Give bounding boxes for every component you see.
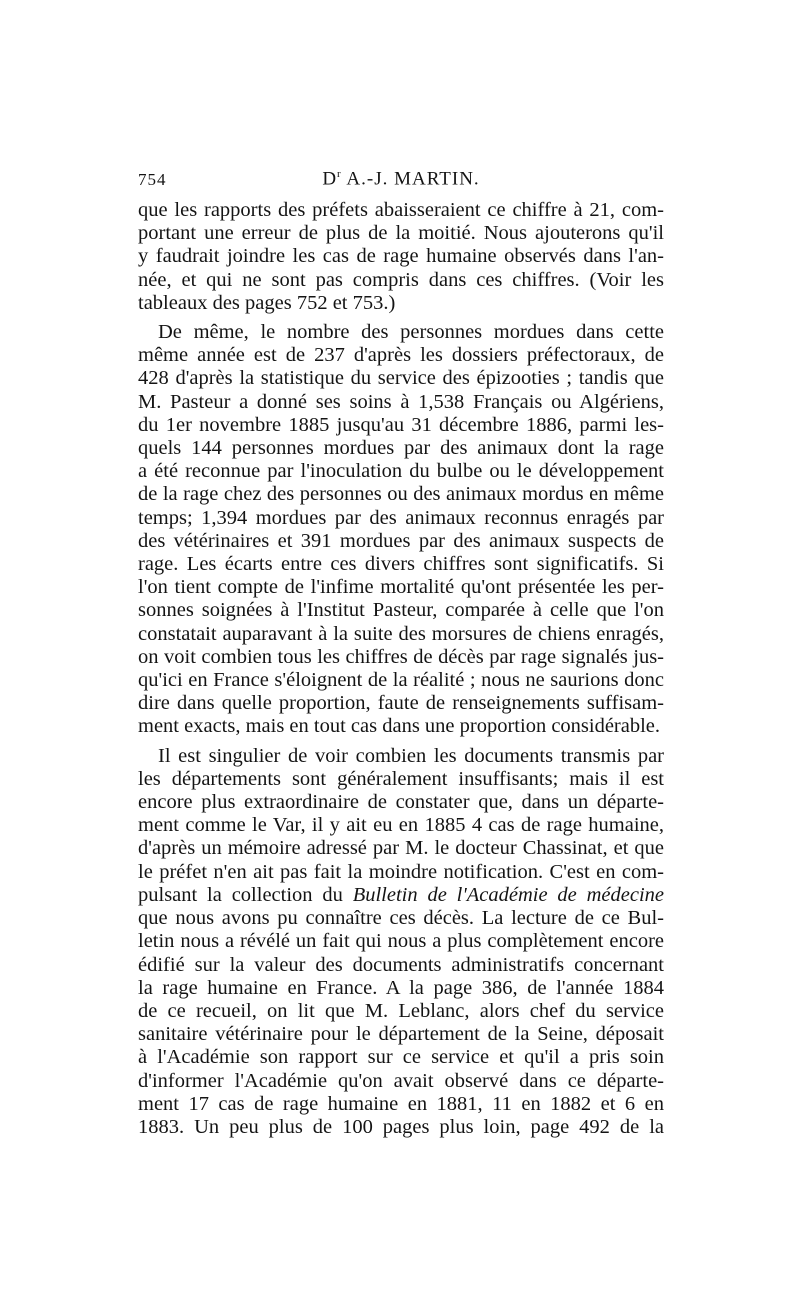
line-prefix: pulsant la collection du <box>138 883 353 906</box>
paragraph-2 <box>138 321 664 739</box>
text-line: Il est singulier de voir combien les documents transmis par <box>158 744 664 767</box>
text-line: née, et qui ne sont pas compris dans ces chiffres. (Voir les <box>138 268 664 291</box>
text-line: dire dans quelle proportion, faute de renseignements suffisam- <box>138 692 664 715</box>
text-line: 1883. Un peu plus de 100 pages plus loin, page 492 de la <box>138 1115 664 1138</box>
text-line: De même, le nombre des personnes mordues dans cette <box>158 321 664 344</box>
text-line: quels 144 personnes mordues par des animaux dont la rage <box>138 437 664 460</box>
text-line: l'on tient compte de l'infime mortalité qu'ont présentée les per- <box>138 576 664 599</box>
text-line: sonnes soignées à l'Institut Pasteur, comparée à celle que l'on <box>138 599 664 622</box>
text-line: du 1er novembre 1885 jusqu'au 31 décembre 1886, parmi les- <box>138 413 664 436</box>
running-title <box>138 168 664 190</box>
text-line: de ce recueil, on lit que M. Leblanc, alors chef du service <box>138 999 664 1022</box>
text-line: tableaux des pages 752 et 753.) <box>138 291 396 314</box>
text-line: encore plus extraordinaire de constater que, dans un départe- <box>138 791 664 814</box>
text-line: d'informer l'Académie qu'on avait observé dans ce départe- <box>138 1069 664 1092</box>
text-line: a été reconnue par l'inoculation du bulbe ou le développement <box>138 460 664 483</box>
text-line: la rage humaine en France. A la page 386, de l'année 1884 <box>138 976 664 999</box>
text-line: y faudrait joindre les cas de rage humaine observés dans l'an- <box>138 245 664 268</box>
text-line: temps; 1,394 mordues par des animaux reconnus enragés par <box>138 506 664 529</box>
text-line: rage. Les écarts entre ces divers chiffres sont significatifs. Si <box>138 553 664 576</box>
text-line: que nous avons pu connaître ces décès. La lecture de ce Bul- <box>138 907 664 930</box>
author-name: A.-J. MARTIN. <box>346 168 480 190</box>
text-line: sanitaire vétérinaire pour le département de la Seine, déposait <box>138 1023 664 1046</box>
text-line: des vétérinaires et 391 mordues par des animaux suspects de <box>138 529 664 552</box>
text-line: le préfet n'en ait pas fait la moindre notification. C'est en com- <box>138 860 664 883</box>
paragraph-3 <box>138 745 664 1139</box>
text-line: portant une erreur de plus de la moitié. Nous ajouterons qu'il <box>138 222 664 245</box>
text-line: 428 d'après la statistique du service des épizooties ; tandis que <box>138 367 664 390</box>
author-prefix: D <box>322 168 338 190</box>
text-line: qu'ici en France s'éloignent de la réalité ; nous ne saurions donc <box>138 669 664 692</box>
text-line: ment 17 cas de rage humaine en 1881, 11 en 1882 et 6 en <box>138 1092 664 1115</box>
text-line: d'après un mémoire adressé par M. le docteur Chassinat, et que <box>138 837 664 860</box>
text-line: les départements sont généralement insuffisants; mais il est <box>138 767 664 790</box>
body-text <box>138 199 664 1145</box>
text-line-with-title <box>138 884 664 907</box>
text-line: letin nous a révélé un fait qui nous a plus complètement encore <box>138 930 664 953</box>
page-number: 754 <box>138 170 167 189</box>
text-line: que les rapports des préfets abaisseraient ce chiffre à 21, com- <box>138 199 664 221</box>
text-line: même année est de 237 d'après les dossiers préfectoraux, de <box>138 344 664 367</box>
text-line: de la rage chez des personnes ou des animaux mordus en même <box>138 483 664 506</box>
text-line: on voit combien tous les chiffres de décès par rage signalés jus- <box>138 645 664 668</box>
text-line: M. Pasteur a donné ses soins à 1,538 Français ou Algériens, <box>138 390 664 413</box>
journal-title: Bulletin de l'Académie de médecine <box>352 883 664 906</box>
author-prefix-superscript: r <box>337 168 342 180</box>
text-line: édifié sur la valeur des documents administratifs concernant <box>138 953 664 976</box>
text-line: ment exacts, mais en tout cas dans une proportion considérable. <box>138 715 661 738</box>
running-header <box>138 166 664 194</box>
text-line: ment comme le Var, il y ait eu en 1885 4 cas de rage humaine, <box>138 814 664 837</box>
text-line: constatait auparavant à la suite des morsures de chiens enragés, <box>138 622 664 645</box>
text-line: à l'Académie son rapport sur ce service et qu'il a pris soin <box>138 1046 664 1069</box>
paragraph-1 <box>138 199 664 315</box>
